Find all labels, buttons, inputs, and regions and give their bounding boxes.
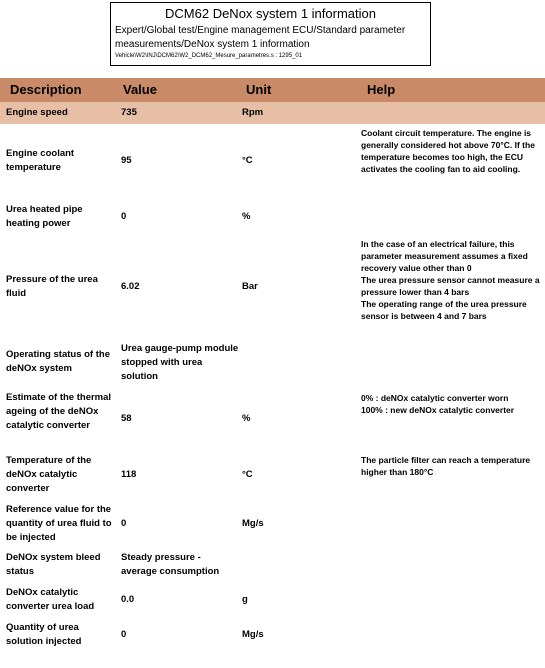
row-catalyst-temp-description: Temperature of the deNOx catalytic converter xyxy=(6,455,92,494)
row-urea-load-description: DeNOx catalytic converter urea load xyxy=(6,587,95,612)
row-urea-load-value: 0.0 xyxy=(121,594,135,605)
row-thermal-ageing-description: Estimate of the thermal ageing of the deNOx catalytic converter xyxy=(6,392,112,431)
script-file-path: Vehicle\W2\INJ\DCM62\W2_DCM62_Mesure_parametres.s : 1295_01 xyxy=(115,53,303,59)
row-engine-speed-description: Engine speed xyxy=(6,107,68,118)
row-catalyst-temp-value: 118 xyxy=(121,469,137,480)
row-urea-injected-unit: Mg/s xyxy=(242,629,264,640)
row-bleed-status-value: Steady pressure - average consumption xyxy=(121,552,220,577)
row-urea-pressure-description: Pressure of the urea fluid xyxy=(6,274,98,299)
row-bleed-status-description: DeNOx system bleed status xyxy=(6,552,101,577)
row-coolant-temp-unit: °C xyxy=(242,155,253,166)
column-header-help: Help xyxy=(367,82,396,97)
navigation-path: Expert/Global test/Engine management ECU/Standard parameter measurements/DeNox system 1 information xyxy=(115,25,406,50)
row-coolant-temp-help: Coolant circuit temperature. The engine is generally considered hot above 70°C. If the temperature becomes too high, the ECU activates the cooling fan to aid cooling. xyxy=(361,128,535,174)
row-engine-speed-unit: Rpm xyxy=(242,107,264,118)
row-thermal-ageing-value: 58 xyxy=(121,413,132,424)
row-catalyst-temp-help: The particle filter can reach a temperature higher than 180°C xyxy=(361,455,531,477)
row-urea-pressure-unit: Bar xyxy=(242,281,258,292)
page-title: DCM62 DeNox system 1 information xyxy=(165,6,376,21)
row-urea-pipe-power-value: 0 xyxy=(121,211,127,222)
row-coolant-temp-value: 95 xyxy=(121,155,132,166)
row-coolant-temp-description: Engine coolant temperature xyxy=(6,148,75,173)
row-urea-load-unit: g xyxy=(242,594,248,605)
column-header-unit: Unit xyxy=(246,82,272,97)
row-catalyst-temp-unit: °C xyxy=(242,469,253,480)
row-urea-pipe-power-unit: % xyxy=(242,211,251,222)
row-urea-reference-value: 0 xyxy=(121,518,127,529)
column-header-description: Description xyxy=(10,82,82,97)
row-urea-injected-description: Quantity of urea solution injected xyxy=(6,622,82,647)
table-header xyxy=(0,78,545,102)
info-header-box xyxy=(110,2,431,66)
column-header-value: Value xyxy=(123,82,157,97)
row-urea-pressure-help: In the case of an electrical failure, this parameter measurement assumes a fixed recovery value other than 0 The urea pressure sensor cannot measure a pressure lower than 4 bars The operating range of the urea pressure sensor is between 4 and 7 bars xyxy=(361,239,540,321)
row-urea-pipe-power-description: Urea heated pipe heating power xyxy=(6,204,83,229)
row-thermal-ageing-help: 0% : deNOx catalytic converter worn 100% : new deNOx catalytic converter xyxy=(361,393,515,415)
row-denox-status-value: Urea gauge-pump module stopped with urea solution xyxy=(121,343,239,382)
row-thermal-ageing-unit: % xyxy=(242,413,251,424)
row-urea-reference-unit: Mg/s xyxy=(242,518,264,529)
row-urea-reference-description: Reference value for the quantity of urea fluid to be injected xyxy=(6,504,112,543)
row-urea-pressure-value: 6.02 xyxy=(121,281,140,292)
row-denox-status-description: Operating status of the deNOx system xyxy=(6,349,110,374)
row-engine-speed-value: 735 xyxy=(121,107,137,118)
row-urea-injected-value: 0 xyxy=(121,629,127,640)
